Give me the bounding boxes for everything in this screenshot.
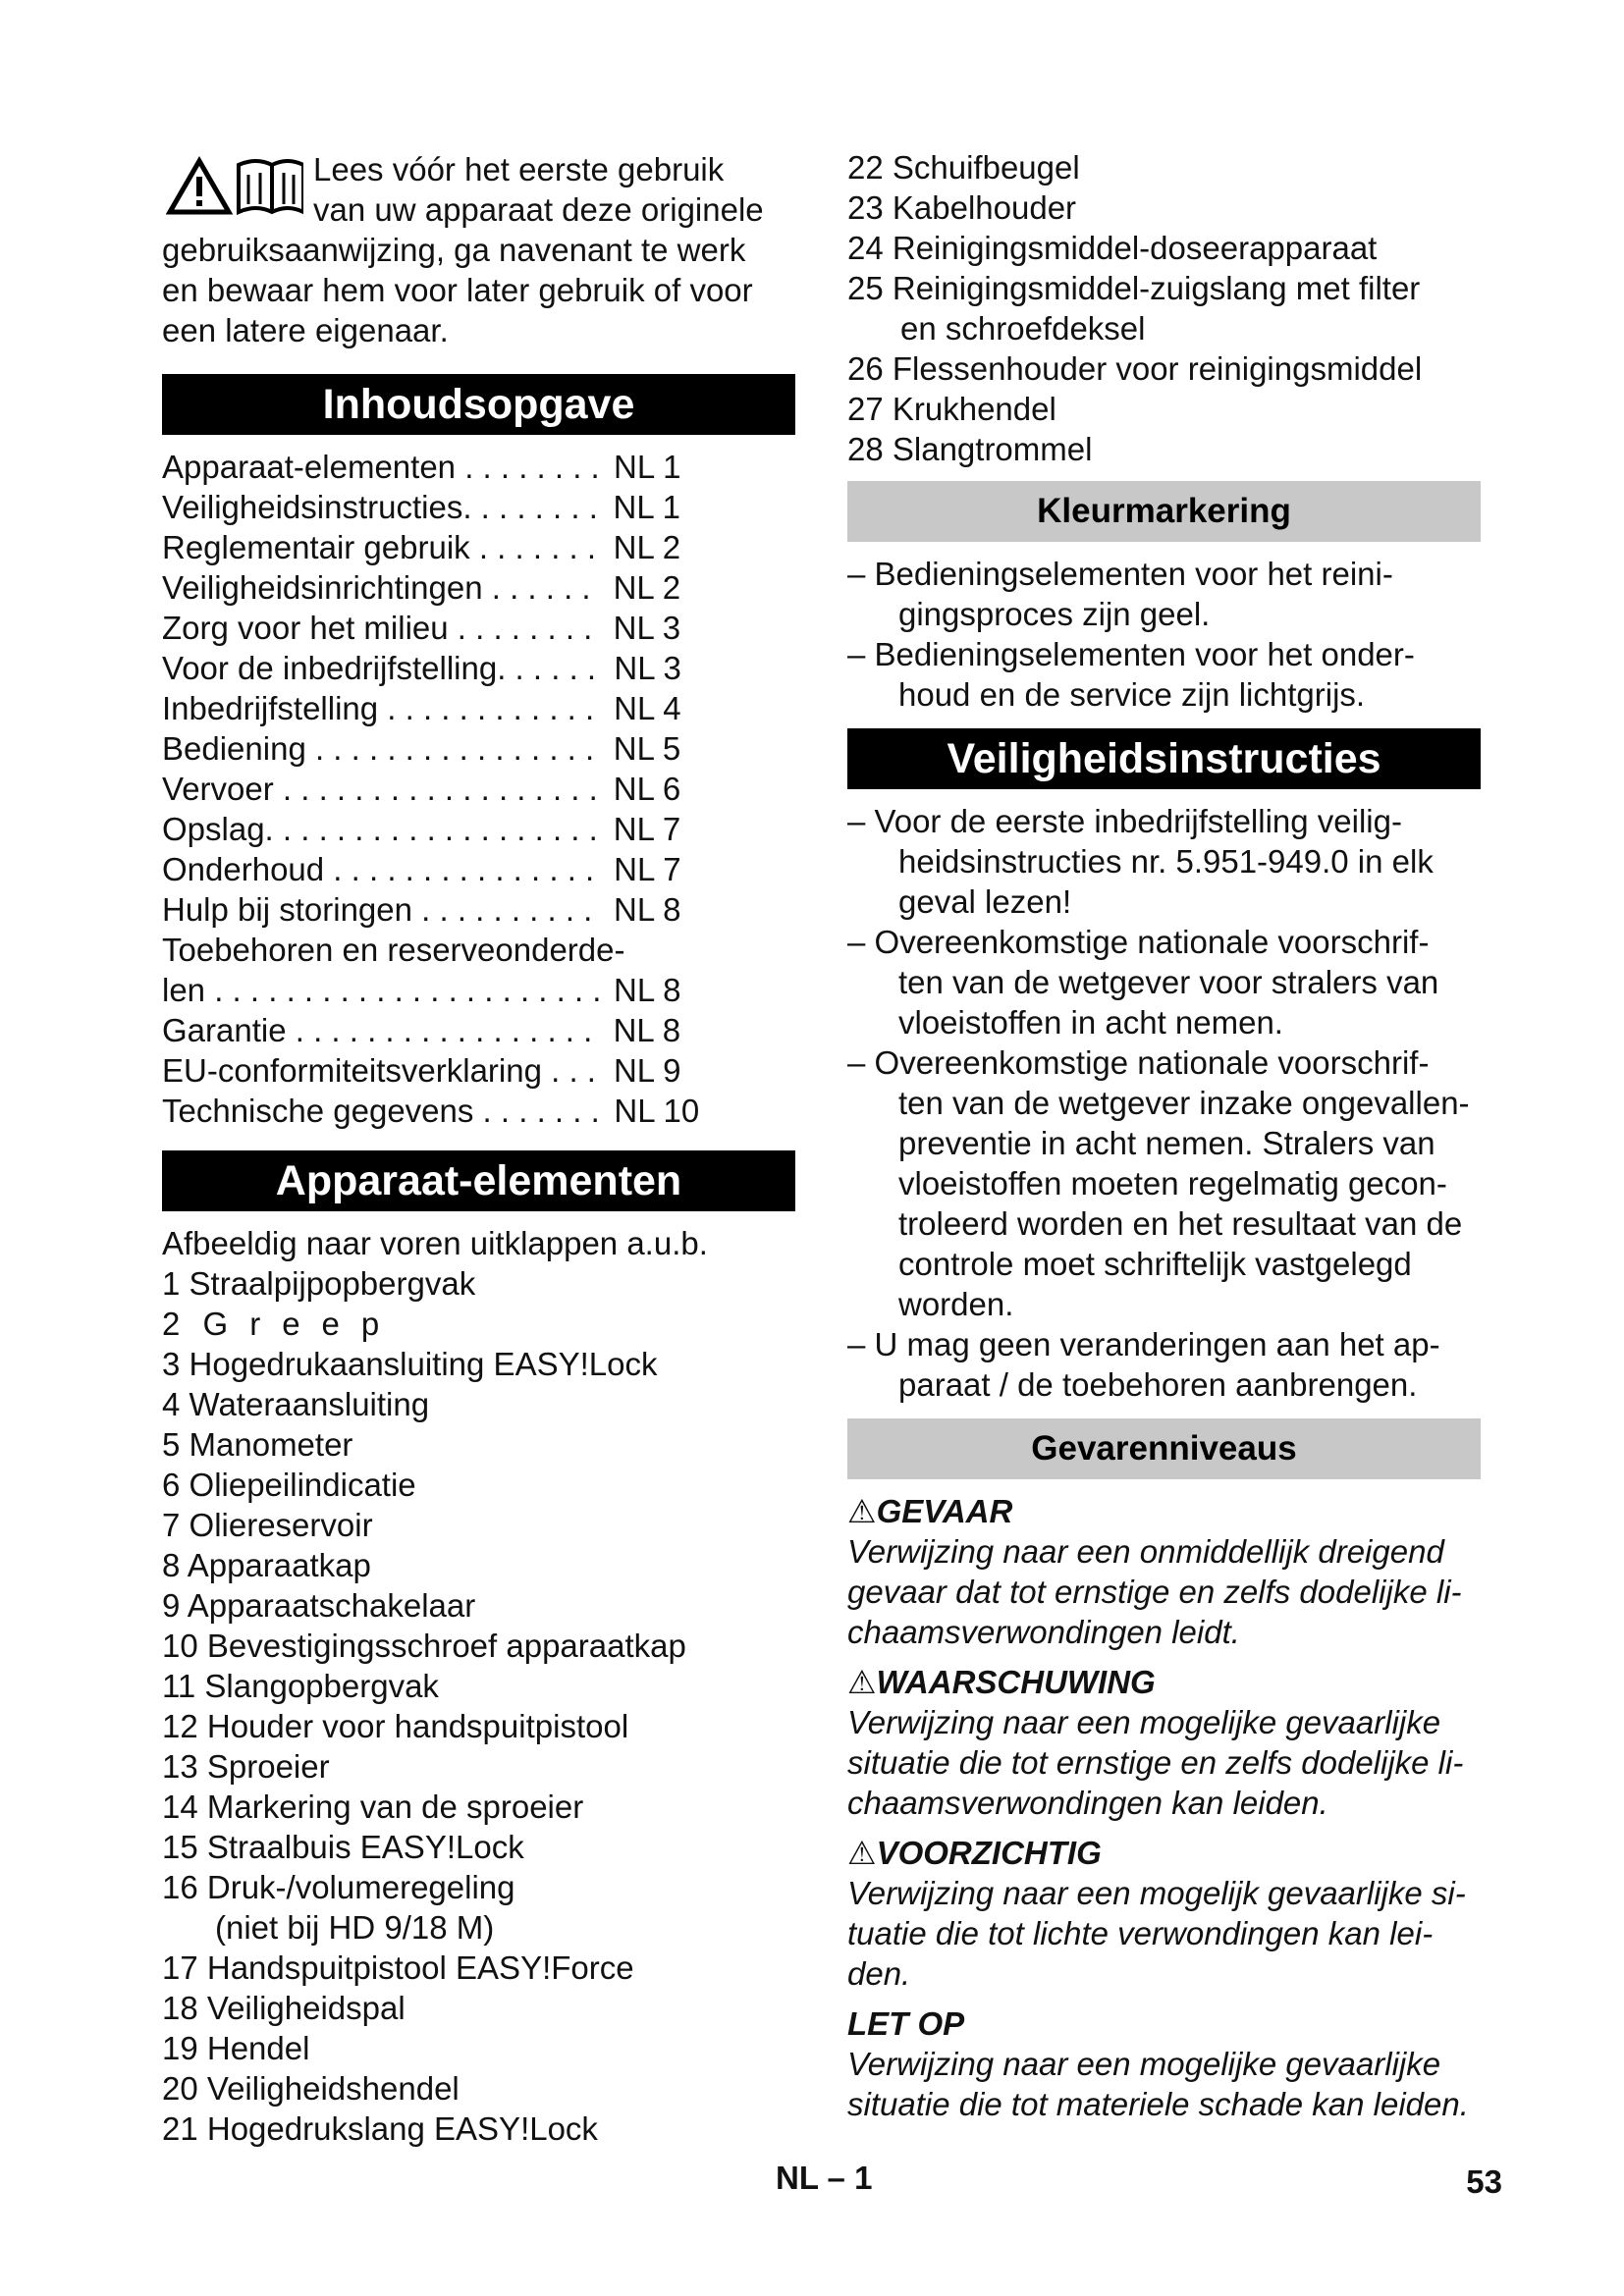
left-column (162, 147, 795, 2149)
bullet-line-cont: vloeistoffen in acht nemen. (898, 1004, 1283, 1041)
toc-dots: . . . . . . . . . . . . . . . . . . (273, 771, 598, 807)
toc-dots: . . . . . (506, 650, 597, 686)
toc-dots: . . . . . . . . . . . . . . . . . (286, 1012, 593, 1048)
toc-row (162, 688, 795, 728)
intro-line-5: een latere eigenaar. (162, 312, 449, 348)
list-item: 3 Hogedrukaansluiting EASY!Lock (162, 1346, 658, 1382)
toc-dots: . . . . . . . . (448, 610, 593, 646)
list-item: 25 Reinigingsmiddel-zuigslang met filter (847, 270, 1421, 306)
bullet-line-cont: controle moet schriftelijk vastgelegd (898, 1246, 1412, 1282)
bullet-line-cont: preventie in acht nemen. Stralers van (898, 1125, 1435, 1161)
color-marking-heading: Kleurmarkering (847, 481, 1481, 542)
hazard-text-line: chaamsverwondingen leidt. (847, 1614, 1240, 1650)
toc-row (162, 1050, 795, 1091)
toc-dots: . . . . . . . (471, 489, 598, 525)
toc-page: NL 4 (614, 690, 681, 726)
color-marking-list (847, 554, 1481, 715)
toc-page: NL 8 (614, 972, 681, 1008)
toc-dots: . . . . . . . . . . . . (378, 690, 595, 726)
bullet-line: – Bedieningselementen voor het onder- (847, 636, 1415, 672)
bullet-line-cont: worden. (898, 1286, 1014, 1322)
hazard-levels-heading: Gevarenniveaus (847, 1418, 1481, 1479)
toc-dots: . . . . . . . (469, 529, 597, 565)
item-16-continuation: (niet bij HD 9/18 M) (215, 1909, 495, 1946)
list-item: 13 Sproeier (162, 1748, 330, 1785)
hazard-text-line: situatie die tot materiele schade kan leiden. (847, 2086, 1469, 2122)
list-item: 7 Oliereservoir (162, 1507, 373, 1543)
bullet-line-cont: ten van de wetgever inzake ongevallen- (898, 1085, 1470, 1121)
hazard-label: ⚠VOORZICHTIG (847, 1835, 1102, 1871)
toc-title: Onderhoud (162, 851, 325, 887)
toc-dots: . . . . . . . . (456, 449, 600, 485)
toc-row (162, 608, 795, 648)
hazard-label: ⚠GEVAAR (847, 1493, 1013, 1529)
safety-bullet (847, 922, 1481, 1042)
toc-page: NL 10 (614, 1093, 700, 1129)
toc-row (162, 769, 795, 809)
toc-dots: . . . . . . (482, 569, 591, 606)
toc-title: Opslag. (162, 811, 274, 847)
footer-section-label: NL – 1 (776, 2160, 873, 2196)
warning-triangle-book-icon (166, 155, 303, 218)
table-of-contents (162, 447, 795, 1131)
toc-title: EU-conformiteitsverklaring (162, 1052, 542, 1089)
list-item: 14 Markering van de sproeier (162, 1789, 584, 1825)
elements-list (162, 1223, 795, 2149)
toc-row (162, 447, 795, 487)
list-item: 4 Wateraansluiting (162, 1386, 430, 1422)
list-item: 15 Straalbuis EASY!Lock (162, 1829, 524, 1865)
bullet-line-cont: heidsinstructies nr. 5.951-949.0 in elk (898, 843, 1434, 880)
toc-row (162, 1010, 795, 1050)
toc-row (162, 970, 795, 1010)
list-item: 24 Reinigingsmiddel-doseerapparaat (847, 230, 1378, 266)
toc-title: Veiligheidsinstructies. (162, 489, 472, 525)
intro-paragraph (162, 149, 795, 350)
safety-bullet (847, 1324, 1481, 1405)
bullet-line: – Bedieningselementen voor het reini- (847, 556, 1393, 592)
toc-row (162, 648, 795, 688)
toc-page: NL 5 (613, 730, 681, 767)
list-item: 18 Veiligheidspal (162, 1990, 406, 2026)
hazard-text-line: Verwijzing naar een mogelijke gevaarlijke (847, 2046, 1441, 2082)
toc-dots: . . . (541, 1052, 596, 1089)
item-2-word: Greep (202, 1306, 402, 1342)
bullet-line-cont: gingsproces zijn geel. (898, 596, 1211, 632)
bullet-line-cont: geval lezen! (898, 883, 1072, 920)
toc-row (162, 849, 795, 889)
toc-row (162, 527, 795, 567)
hazard-text-line: den. (847, 1955, 911, 1992)
toc-title: Technische gegevens (162, 1093, 474, 1129)
list-item: 5 Manometer (162, 1426, 353, 1463)
toc-row (162, 567, 795, 608)
intro-line-3: gebruiksaanwijzing, ga navenant te werk (162, 232, 746, 268)
hazard-text-line: Verwijzing naar een mogelijk gevaarlijke si- (847, 1875, 1466, 1911)
toc-page: NL 2 (613, 569, 681, 606)
toc-row (162, 487, 795, 527)
hazard-levels-list (847, 1491, 1481, 2124)
list-item: 28 Slangtrommel (847, 431, 1093, 467)
hazard-text-line: tuatie die tot lichte verwondingen kan lei- (847, 1915, 1434, 1951)
list-item: 23 Kabelhouder (847, 189, 1077, 226)
toc-dots: . . . . . . . (473, 1093, 600, 1129)
intro-line-2: van uw apparaat deze originele (313, 191, 764, 228)
toc-page: NL 7 (613, 811, 681, 847)
toc-title: Reglementair gebruik (162, 529, 470, 565)
toc-page: NL 3 (613, 610, 681, 646)
right-column (847, 147, 1481, 2124)
elements-heading: Apparaat-elementen (162, 1150, 795, 1211)
intro-line-4: en bewaar hem voor later gebruik of voor (162, 272, 753, 308)
warning-manual-icons (162, 149, 309, 222)
list-item: 21 Hogedrukslang EASY!Lock (162, 2110, 598, 2147)
item-2-number: 2 (162, 1306, 181, 1342)
list-item: 16 Druk-/volumeregeling (162, 1869, 515, 1905)
toc-page: NL 2 (613, 529, 681, 565)
toc-title: Veiligheidsinrichtingen (162, 569, 483, 606)
list-item: 22 Schuifbeugel (847, 149, 1080, 186)
toc-page: NL 6 (613, 771, 681, 807)
toc-page: NL 7 (614, 851, 681, 887)
list-item: 9 Apparaatschakelaar (162, 1587, 476, 1624)
safety-heading: Veiligheidsinstructies (847, 728, 1481, 789)
hazard-label: LET OP (847, 2005, 965, 2042)
footer-page-number: 53 (1466, 2163, 1502, 2200)
list-item: 27 Krukhendel (847, 391, 1056, 427)
list-item: 19 Hendel (162, 2030, 310, 2066)
bullet-line-cont: vloeistoffen moeten regelmatig gecon- (898, 1165, 1447, 1201)
toc-row (162, 889, 795, 930)
list-item: 12 Houder voor handspuitpistool (162, 1708, 629, 1744)
list-item: 1 Straalpijpopbergvak (162, 1265, 476, 1302)
hazard-text-line: situatie die tot ernstige en zelfs dodelijke li- (847, 1744, 1464, 1781)
hazard-text-line: chaamsverwondingen kan leiden. (847, 1785, 1328, 1821)
toc-title: Voor de inbedrijfstelling. (162, 650, 507, 686)
bullet-line: – Voor de eerste inbedrijfstelling veilig- (847, 803, 1402, 839)
safety-bullet (847, 1042, 1481, 1324)
elements-intro: Afbeeldig naar voren uitklappen a.u.b. (162, 1225, 708, 1261)
bullet-line-cont: troleerd worden en het resultaat van de (898, 1205, 1463, 1242)
toc-wrap-line-1: Toebehoren en reserveonderde- (162, 932, 625, 968)
toc-page: NL 1 (614, 449, 681, 485)
toc-title: len (162, 972, 206, 1008)
bullet-line: – U mag geen veranderingen aan het ap- (847, 1326, 1440, 1362)
hazard-text-line: gevaar dat tot ernstige en zelfs dodelijke li- (847, 1574, 1462, 1610)
list-item: 8 Apparaatkap (162, 1547, 371, 1583)
bullet-line: – Overeenkomstige nationale voorschrif- (847, 1044, 1430, 1081)
toc-page: NL 9 (613, 1052, 681, 1089)
bullet-line-cont: houd en de service zijn lichtgrijs. (898, 676, 1366, 713)
toc-page: NL 8 (613, 1012, 681, 1048)
bullet-line-cont: paraat / de toebehoren aanbrengen. (898, 1366, 1418, 1403)
toc-page: NL 1 (613, 489, 680, 525)
bullet-line: – Overeenkomstige nationale voorschrif- (847, 924, 1430, 960)
item-25-continuation: en schroefdeksel (900, 310, 1146, 347)
toc-dots: . . . . . . . . . . . . . . . . . . (273, 811, 598, 847)
list-item: 6 Oliepeilindicatie (162, 1467, 416, 1503)
toc-dots: . . . . . . . . . . (411, 891, 593, 928)
toc-title: Zorg voor het milieu (162, 610, 449, 646)
toc-title: Inbedrijfstelling (162, 690, 379, 726)
toc-row (162, 1091, 795, 1131)
toc-title: Vervoer (162, 771, 274, 807)
bullet-line-cont: ten van de wetgever voor stralers van (898, 964, 1439, 1000)
toc-dots: . . . . . . . . . . . . . . . . . . . . . . (205, 972, 602, 1008)
list-item: 26 Flessenhouder voor reinigingsmiddel (847, 350, 1423, 387)
hazard-text-line: Verwijzing naar een onmiddellijk dreigend (847, 1533, 1444, 1570)
toc-title: Garantie (162, 1012, 287, 1048)
list-item: 11 Slangopbergvak (162, 1668, 439, 1704)
toc-title: Bediening (162, 730, 306, 767)
safety-list (847, 801, 1481, 1405)
toc-page: NL 8 (613, 891, 681, 928)
toc-title: Apparaat-elementen (162, 449, 457, 485)
toc-dots: . . . . . . . . . . . . . . . . (305, 730, 595, 767)
hazard-text-line: Verwijzing naar een mogelijke gevaarlijke (847, 1704, 1441, 1740)
intro-line-1: Lees vóór het eerste gebruik (313, 151, 725, 187)
toc-page: NL 3 (614, 650, 681, 686)
list-item (162, 1304, 795, 1344)
list-item: 20 Veiligheidshendel (162, 2070, 460, 2107)
list-item: 10 Bevestigingsschroef apparaatkap (162, 1628, 686, 1664)
hazard-label: ⚠WAARSCHUWING (847, 1664, 1156, 1700)
safety-bullet (847, 801, 1481, 922)
toc-heading: Inhoudsopgave (162, 374, 795, 435)
list-item: 17 Handspuitpistool EASY!Force (162, 1949, 634, 1986)
toc-row (162, 728, 795, 769)
toc-dots: . . . . . . . . . . . . . . . (324, 851, 595, 887)
toc-title: Hulp bij storingen (162, 891, 412, 928)
toc-row (162, 809, 795, 849)
